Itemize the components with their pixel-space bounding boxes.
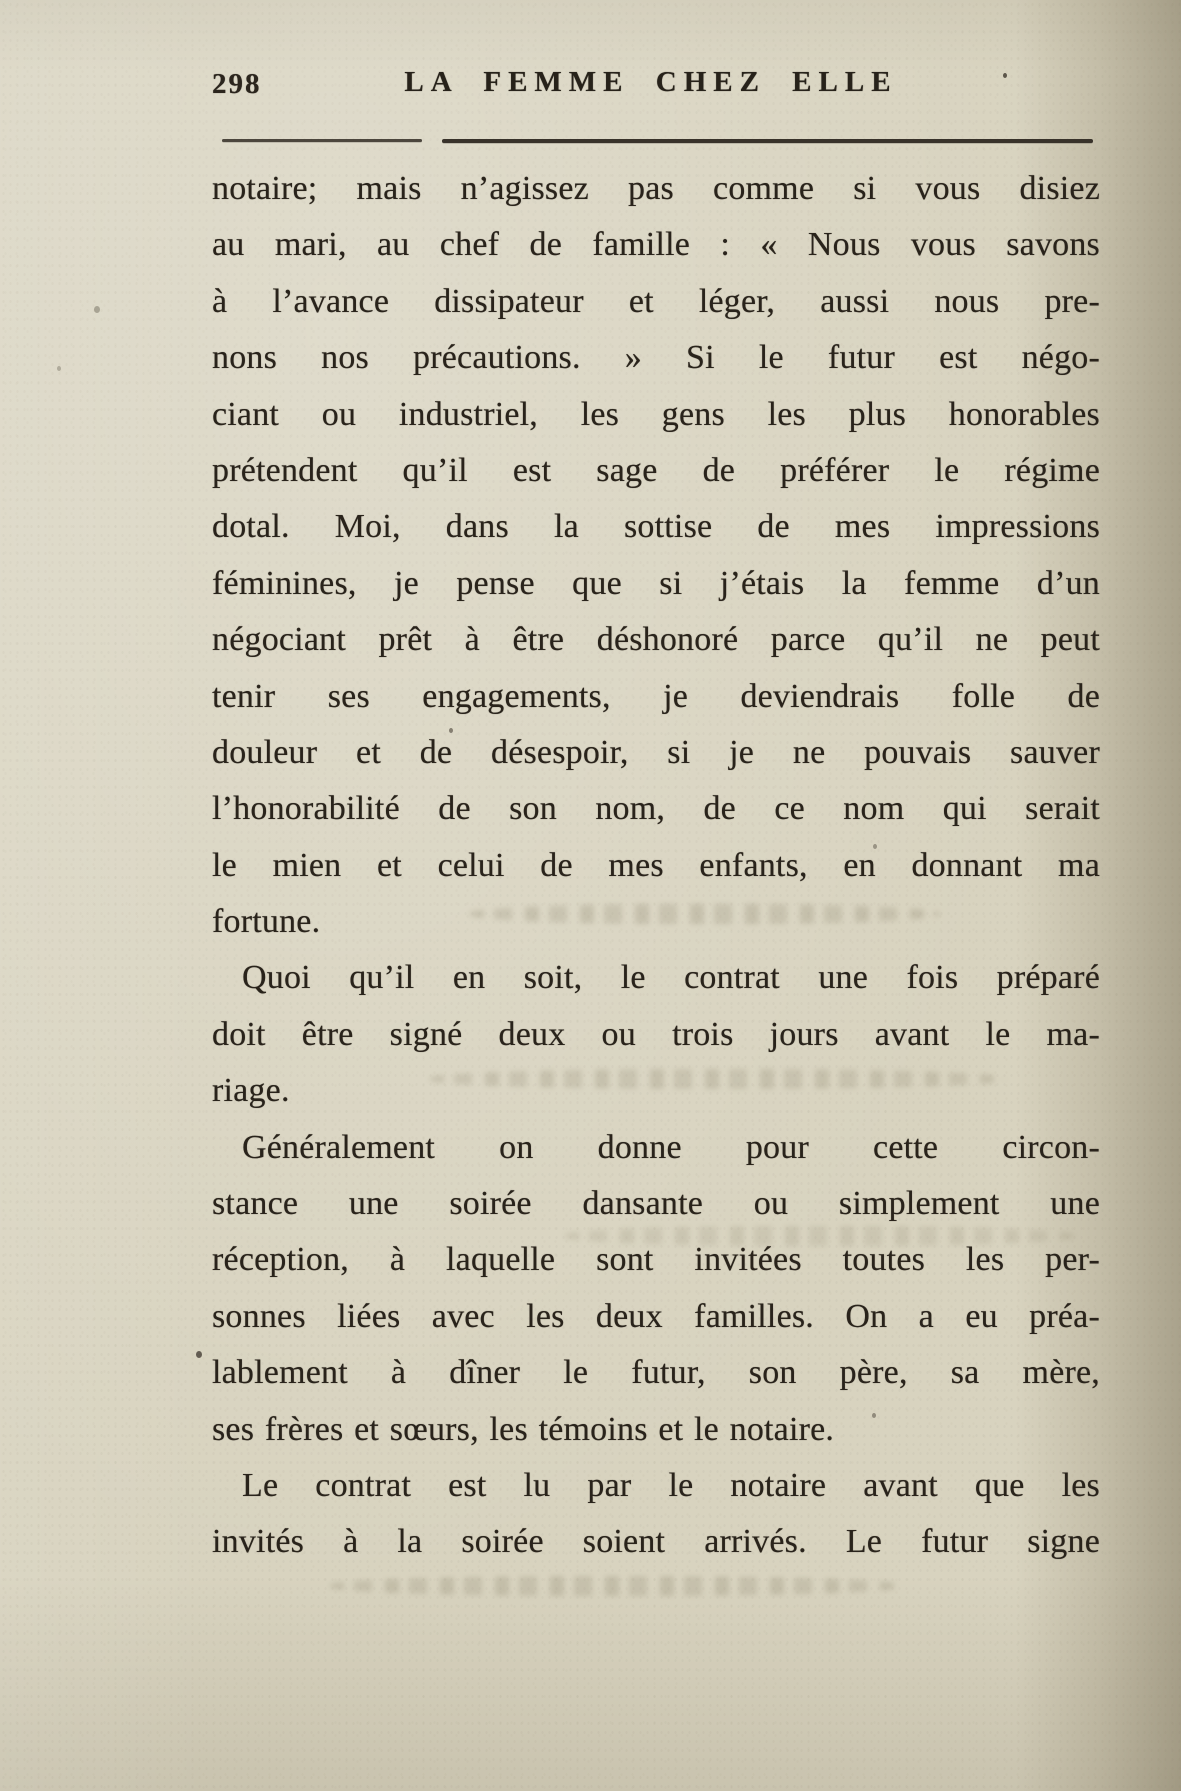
header-rule-left-segment <box>222 139 422 142</box>
body-line: Généralement on donne pour cette circon- <box>242 1128 1100 1166</box>
body-line: ciant ou industriel, les gens les plus honorables <box>212 395 1100 433</box>
body-line: l’honorabilité de son nom, de ce nom qui serait <box>212 790 1100 828</box>
body-line: à l’avance dissipateur et léger, aussi nous pre- <box>212 282 1100 320</box>
body-line: riage. <box>212 1072 290 1110</box>
body-line: réception, à laquelle sont invitées toutes les per- <box>212 1241 1100 1279</box>
body-line: dotal. Moi, dans la sottise de mes impressions <box>212 508 1100 546</box>
body-line: ses frères et sœurs, les témoins et le notaire. <box>212 1410 835 1448</box>
body-line: Le contrat est lu par le notaire avant que les <box>242 1466 1100 1504</box>
body-line: stance une soirée dansante ou simplement une <box>212 1185 1100 1223</box>
body-line: douleur et de désespoir, si je ne pouvais sauver <box>212 733 1100 771</box>
body-line: Quoi qu’il en soit, le contrat une fois préparé <box>242 959 1100 997</box>
header-rule-right-segment <box>442 139 1093 143</box>
body-line: fortune. <box>212 903 321 941</box>
show-through-smudge <box>565 1226 1075 1246</box>
body-text <box>212 161 1100 1571</box>
body-line: lablement à dîner le futur, son père, sa mère, <box>212 1354 1100 1392</box>
show-through-smudge <box>330 1576 900 1596</box>
body-line: au mari, au chef de famille : « Nous vous savons <box>212 226 1100 264</box>
body-line: doit être signé deux ou trois jours avant le ma- <box>212 1015 1100 1053</box>
body-line: négociant prêt à être déshonoré parce qu’il ne peut <box>212 621 1100 659</box>
body-line: féminines, je pense que si j’étais la femme d’un <box>212 564 1100 602</box>
body-line: le mien et celui de mes enfants, en donnant ma <box>212 846 1100 884</box>
body-line: tenir ses engagements, je deviendrais folle de <box>212 677 1100 715</box>
body-line: invités à la soirée soient arrivés. Le futur signe <box>212 1523 1100 1561</box>
running-header: LA FEMME CHEZ ELLE <box>404 66 898 98</box>
show-through-smudge <box>470 904 940 924</box>
body-line: sonnes liées avec les deux familles. On a eu préa- <box>212 1297 1100 1335</box>
ink-specks <box>1003 73 1007 78</box>
body-line: notaire; mais n’agissez pas comme si vous disiez <box>212 170 1100 207</box>
page-number: 298 <box>212 68 262 100</box>
show-through-smudge <box>430 1069 1005 1089</box>
body-line: prétendent qu’il est sage de préférer le régime <box>212 451 1100 489</box>
body-line: nons nos précautions. » Si le futur est négo- <box>212 339 1100 377</box>
